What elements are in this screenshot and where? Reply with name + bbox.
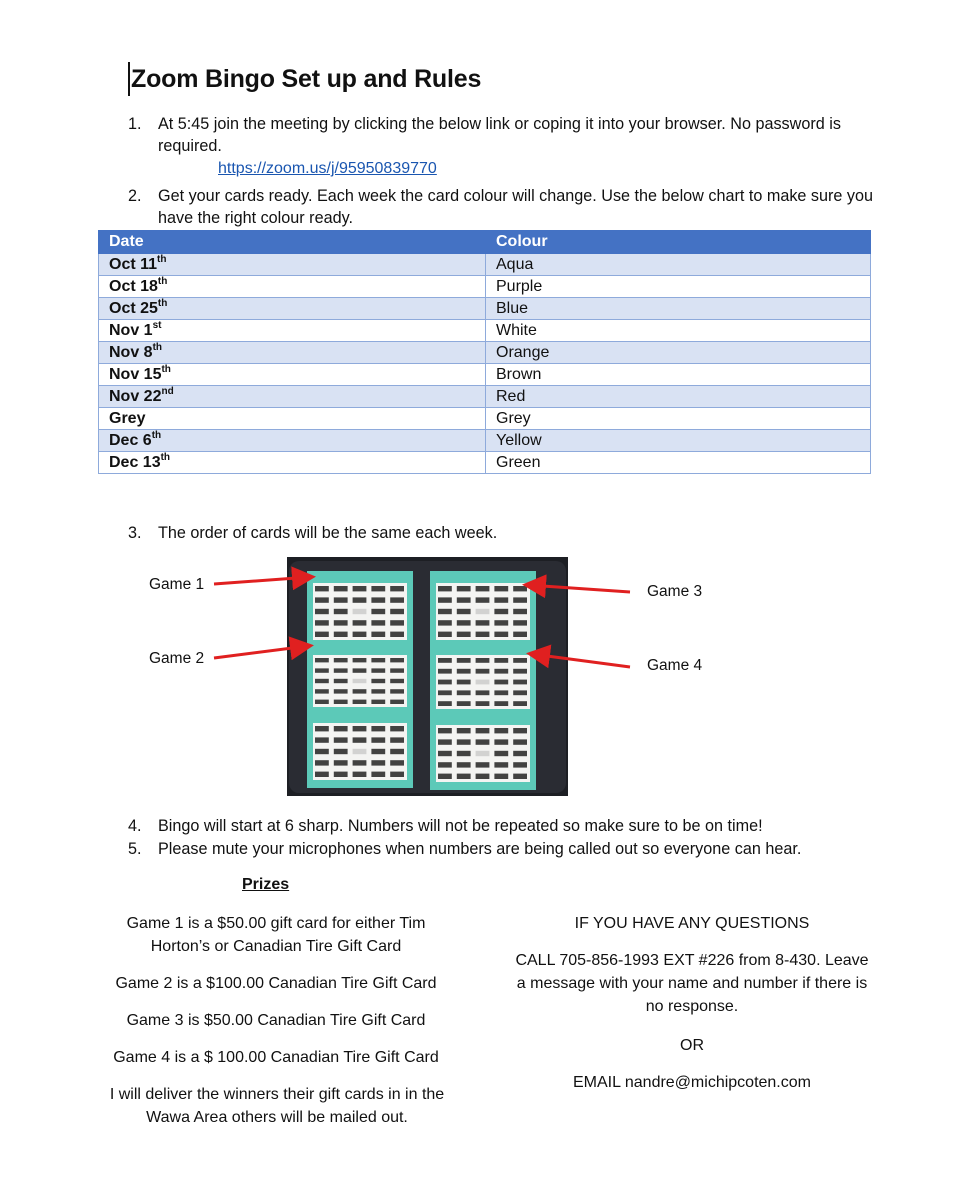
date-text: Nov 22 xyxy=(109,388,162,405)
or-separator: OR xyxy=(680,1037,704,1054)
step-number: 2. xyxy=(128,187,142,205)
colour-cell: Yellow xyxy=(486,430,871,452)
date-text: Nov 15 xyxy=(109,366,162,383)
page-title: Zoom Bingo Set up and Rules xyxy=(128,62,481,96)
colour-cell: Grey xyxy=(486,408,871,430)
step-text: Bingo will start at 6 sharp. Numbers will not be repeated so make sure to be on time! xyxy=(158,817,763,835)
step-number: 1. xyxy=(128,115,142,133)
game-1-label: Game 1 xyxy=(149,576,205,593)
questions-heading: IF YOU HAVE ANY QUESTIONS xyxy=(574,915,810,932)
call-instructions: CALL 705-856-1993 EXT #226 from 8-430. Leave a message with your name and number if there is no response. xyxy=(515,952,869,1015)
date-text: Oct 11 xyxy=(109,256,158,273)
date-text: Oct 25 xyxy=(109,300,158,317)
ordinal-suffix: th xyxy=(160,451,171,463)
ordinal-suffix: th xyxy=(157,275,168,287)
step-number: 3. xyxy=(128,524,142,542)
colour-cell: Brown xyxy=(486,364,871,386)
step-text: The order of cards will be the same each week. xyxy=(158,524,498,542)
email-contact[interactable]: EMAIL nandre@michipcoten.com xyxy=(573,1074,811,1091)
colour-cell: Orange xyxy=(486,342,871,364)
date-text: Dec 6 xyxy=(109,432,152,449)
ordinal-suffix: st xyxy=(152,319,162,331)
game-3-label: Game 3 xyxy=(647,583,703,600)
ordinal-suffix: th xyxy=(151,429,162,441)
colour-cell: Aqua xyxy=(486,254,871,276)
colour-cell: Green xyxy=(486,452,871,474)
colour-cell: White xyxy=(486,320,871,342)
prize-game-1: Game 1 is a $50.00 gift card for either Tim Horton’s or Canadian Tire Gift Card xyxy=(126,915,426,955)
colour-cell: Red xyxy=(486,386,871,408)
step-number: 4. xyxy=(128,817,142,835)
step-text: Get your cards ready. Each week the card colour will change. Use the below chart to make sure you have the right colour ready. xyxy=(158,187,873,227)
step-text: At 5:45 join the meeting by clicking the below link or coping it into your browser. No password is required. xyxy=(158,115,841,155)
game-2-label: Game 2 xyxy=(149,650,205,667)
step-text: Please mute your microphones when numbers are being called out so everyone can hear. xyxy=(158,840,802,858)
step-number: 5. xyxy=(128,840,142,858)
arrow-game-4 xyxy=(532,654,630,667)
zoom-meeting-link[interactable]: https://zoom.us/j/95950839770 xyxy=(218,160,437,177)
ordinal-suffix: th xyxy=(157,297,168,309)
prize-game-2: Game 2 is a $100.00 Canadian Tire Gift Card xyxy=(115,975,437,992)
prizes-heading: Prizes xyxy=(242,876,290,893)
arrow-game-1 xyxy=(214,577,310,584)
ordinal-suffix: th xyxy=(152,341,163,353)
date-text: Nov 1 xyxy=(109,322,153,339)
date-text: Dec 13 xyxy=(109,454,161,471)
arrow-game-2 xyxy=(214,646,308,658)
arrow-game-3 xyxy=(528,585,630,592)
ordinal-suffix: th xyxy=(161,363,171,375)
date-text: Nov 8 xyxy=(109,344,153,361)
colour-cell: Blue xyxy=(486,298,871,320)
date-text: Grey xyxy=(109,410,146,427)
colour-cell: Purple xyxy=(486,276,871,298)
ordinal-suffix: th xyxy=(157,253,167,265)
prize-delivery-note: I will deliver the winners their gift cards in in the Wawa Area others will be mailed out. xyxy=(109,1086,445,1126)
date-text: Oct 18 xyxy=(109,278,158,295)
prize-game-4: Game 4 is a $ 100.00 Canadian Tire Gift Card xyxy=(113,1049,439,1066)
game-4-label: Game 4 xyxy=(647,657,703,674)
date-column-header: Date xyxy=(99,231,486,254)
ordinal-suffix: nd xyxy=(161,385,174,397)
colour-column-header: Colour xyxy=(486,231,871,254)
prize-game-3: Game 3 is $50.00 Canadian Tire Gift Card xyxy=(126,1012,426,1029)
